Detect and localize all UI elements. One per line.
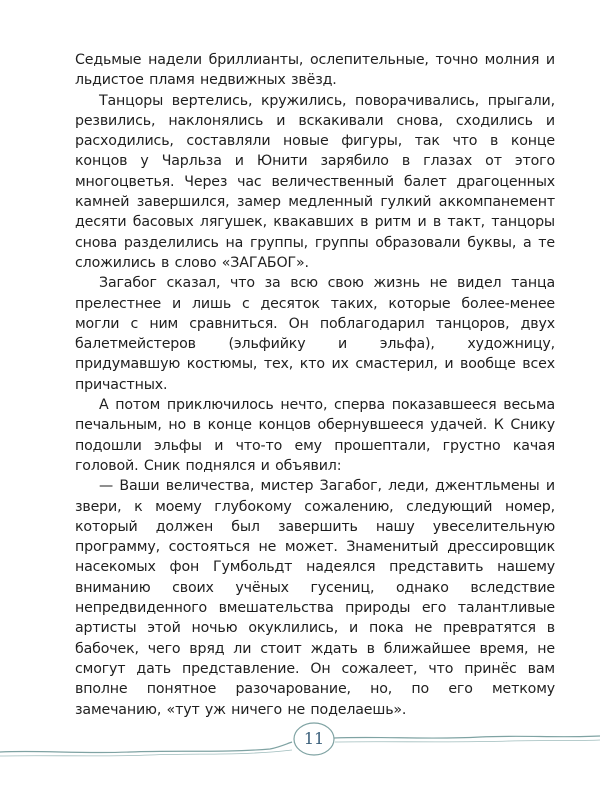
paragraph: Седьмые надели бриллианты, ослепительные, точно молния и льдистое пламя недвижных звёзд. bbox=[75, 52, 555, 89]
paragraph: Загабог сказал, что за всю свою жизнь не видел танца прелестнее и лишь с десяток таких, которые более-менее могли с ним сравниться. Он поблагодарил танцоров, двух балетмейстеров (эльфийку и эльфа), художницу, придумавшую костюмы, тех, кто их смастерил, и вообще всех причастных. bbox=[75, 275, 555, 393]
body-text bbox=[75, 50, 555, 720]
paragraph: — Ваши величества, мистер Загабог, леди, джентльмены и звери, к моему глубокому сожалению, следующий номер, который должен был завершить нашу увеселительную программу, состояться не может. Знаменитый дрессировщик насекомых фон Гумбольдт надеялся представить нашему вниманию своих учёных гусениц, однако вследствие непредвиденного вмешательства природы его талантливые артисты этой ночью окуклились, и пока не превратятся в бабочек, чего вряд ли стоит ждать в ближайшее время, не смогут дать представление. Он сожалеет, что принёс вам вполне понятное разочарование, но, по его меткому замечанию, «тут уж ничего не поделаешь». bbox=[75, 478, 555, 718]
wavy-line bbox=[0, 750, 292, 756]
paragraph: А потом приключилось нечто, сперва показавшееся весьма печальным, но в конце концов обернувшееся удачей. К Снику подошли эльфы и что-то ему прошептали, грустно качая головой. Сник поднялся и объявил: bbox=[75, 397, 555, 474]
wavy-line bbox=[334, 736, 600, 738]
page-number: 11 bbox=[303, 729, 325, 748]
paragraph: Танцоры вертелись, кружились, поворачивались, прыгали, резвились, наклонялись и вскакивали снова, сходились и расходились, составляли новые фигуры, так что в конце концов у Чарльза и Юнити зарябило в глазах от этого многоцветья. Через час величественный балет драгоценных камней завершился, замер медленный гулкий аккомпанемент десяти басовых лягушек, квакавших в ритм и в такт, танцоры снова разделились на группы, группы образовали буквы, а те сложились в слово «ЗАГАБОГ». bbox=[75, 92, 555, 271]
wavy-line bbox=[0, 742, 292, 753]
wavy-line bbox=[335, 740, 600, 742]
